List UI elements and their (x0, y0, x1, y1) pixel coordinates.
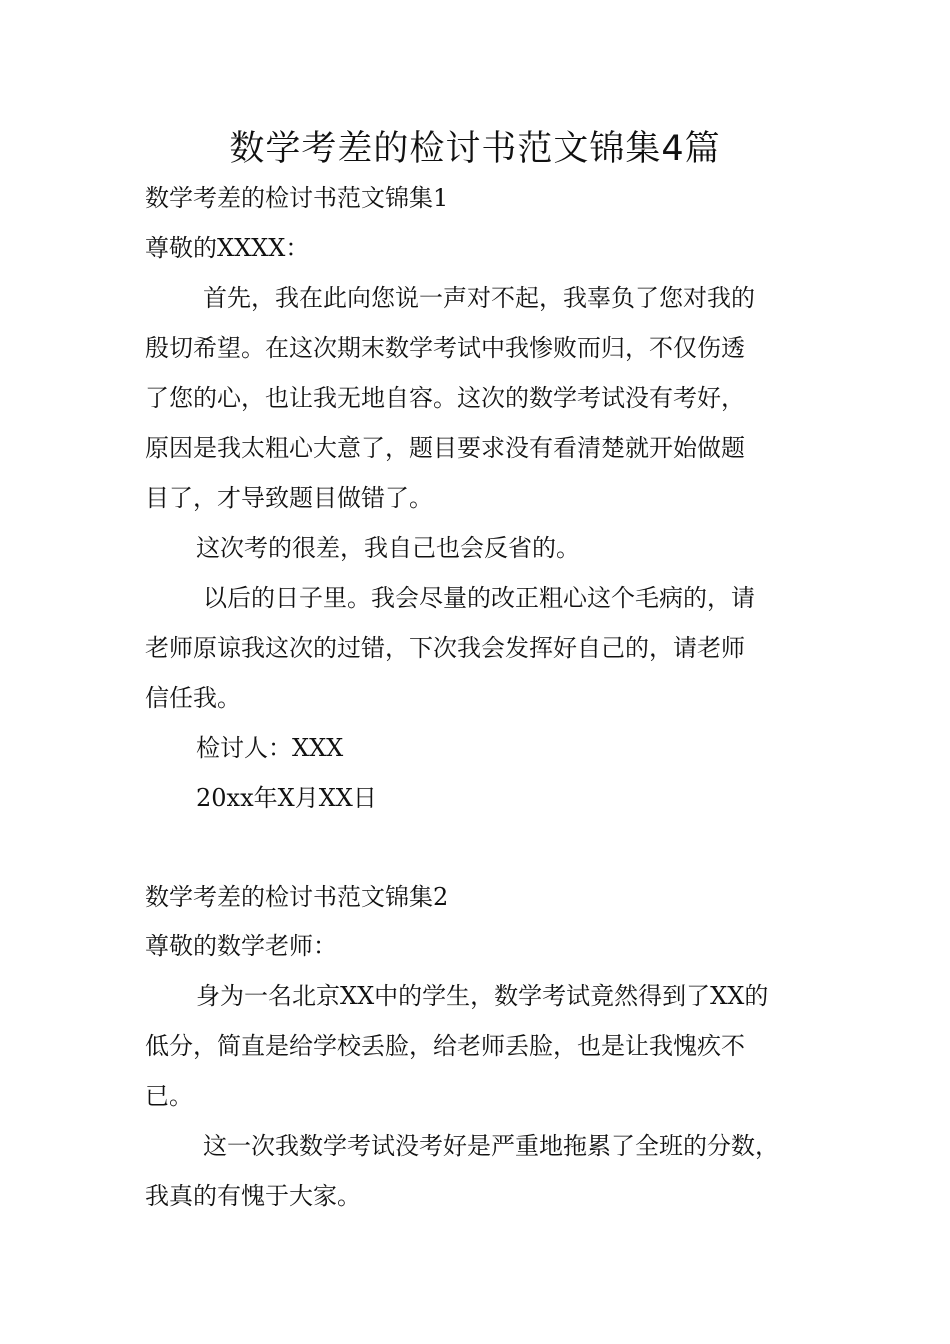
section2-para1-line: 身为一名北京XX中的学生，数学考试竟然得到了XX的 (196, 982, 769, 1010)
section1-para1-line: 殷切希望。在这次期末数学考试中我惨败而归，不仅伤透 (145, 334, 745, 362)
section1-salutation: 尊敬的XXXX： (145, 234, 310, 262)
section1-para1-line: 原因是我太粗心大意了，题目要求没有看清楚就开始做题 (145, 434, 745, 462)
section2-para2-line: 我真的有愧于大家。 (145, 1182, 361, 1210)
section2-para1-line: 已。 (145, 1082, 193, 1110)
section2-heading: 数学考差的检讨书范文锦集2 (145, 883, 449, 911)
section1-signer: 检讨人：XXX (196, 734, 344, 762)
section1-para1-line: 首先，我在此向您说一声对不起，我辜负了您对我的 (203, 284, 755, 312)
section1-heading: 数学考差的检讨书范文锦集1 (145, 184, 449, 212)
section1-para2-line: 这次考的很差，我自己也会反省的。 (196, 534, 580, 562)
section1-para3-line: 信任我。 (145, 684, 241, 712)
section1-date: 20xx年X月XX日 (196, 784, 377, 812)
section1-para3-line: 以后的日子里。我会尽量的改正粗心这个毛病的，请 (203, 584, 755, 612)
section1-para1-line: 了您的心，也让我无地自容。这次的数学考试没有考好， (145, 384, 745, 412)
section2-para1-line: 低分，简直是给学校丢脸，给老师丢脸，也是让我愧疚不 (145, 1032, 745, 1060)
section1-para1-line: 目了，才导致题目做错了。 (145, 484, 433, 512)
section2-para2-line: 这一次我数学考试没考好是严重地拖累了全班的分数， (203, 1132, 779, 1160)
document-title: 数学考差的检讨书范文锦集4篇 (229, 129, 721, 169)
section2-salutation: 尊敬的数学老师： (145, 932, 337, 960)
section1-para3-line: 老师原谅我这次的过错，下次我会发挥好自己的，请老师 (145, 634, 745, 662)
